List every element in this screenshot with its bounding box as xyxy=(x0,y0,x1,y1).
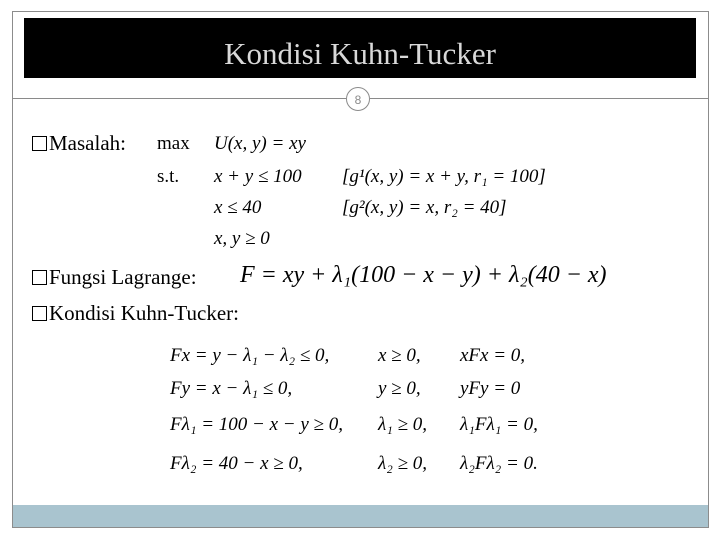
slide-title: Kondisi Kuhn-Tucker xyxy=(24,18,696,78)
kkt-nonnegativity: x ≥ 0, xyxy=(378,345,421,366)
bullet-label: Fungsi Lagrange: xyxy=(49,265,197,289)
kkt-condition: Fy = x − λ₁ ≤ 0, xyxy=(170,378,293,399)
square-bullet-icon xyxy=(32,306,47,321)
constraint-2: x ≤ 40 xyxy=(214,197,262,218)
bullet-label: Kondisi Kuhn-Tucker: xyxy=(49,301,239,325)
divider-right xyxy=(370,98,709,99)
max-label: max xyxy=(157,133,190,154)
kkt-condition: Fλ₂ = 40 − x ≥ 0, xyxy=(170,453,303,474)
constraint-1-definition: [g¹(x, y) = x + y, r₁ = 100] xyxy=(342,166,546,187)
constraint-2-definition: [g²(x, y) = x, r₂ = 40] xyxy=(342,197,507,218)
nonnegativity-constraint: x, y ≥ 0 xyxy=(214,228,270,249)
bullet-masalah xyxy=(32,131,126,156)
square-bullet-icon xyxy=(32,270,47,285)
kkt-complementary-slackness: yFy = 0 xyxy=(460,378,521,399)
kkt-nonnegativity: λ₁ ≥ 0, xyxy=(378,414,428,435)
divider-left xyxy=(12,98,346,99)
objective-function: U(x, y) = xy xyxy=(214,133,306,154)
kkt-nonnegativity: y ≥ 0, xyxy=(378,378,421,399)
kkt-condition: Fx = y − λ₁ − λ₂ ≤ 0, xyxy=(170,345,330,366)
bullet-kondisi-kuhn-tucker xyxy=(32,301,239,326)
square-bullet-icon xyxy=(32,136,47,151)
kkt-nonnegativity: λ₂ ≥ 0, xyxy=(378,453,428,474)
constraint-1: x + y ≤ 100 xyxy=(214,166,302,187)
kkt-complementary-slackness: λ₁Fλ₁ = 0, xyxy=(460,414,538,435)
footer-bar xyxy=(13,505,708,527)
lagrange-function: F = xy + λ₁(100 − x − y) + λ₂(40 − x) xyxy=(240,262,607,288)
bullet-label: Masalah: xyxy=(49,131,126,155)
bullet-fungsi-lagrange xyxy=(32,265,197,290)
st-label: s.t. xyxy=(157,166,180,187)
page-number-badge: 8 xyxy=(346,87,370,111)
kkt-condition: Fλ₁ = 100 − x − y ≥ 0, xyxy=(170,414,343,435)
kkt-complementary-slackness: xFx = 0, xyxy=(460,345,526,366)
kkt-complementary-slackness: λ₂Fλ₂ = 0. xyxy=(460,453,538,474)
